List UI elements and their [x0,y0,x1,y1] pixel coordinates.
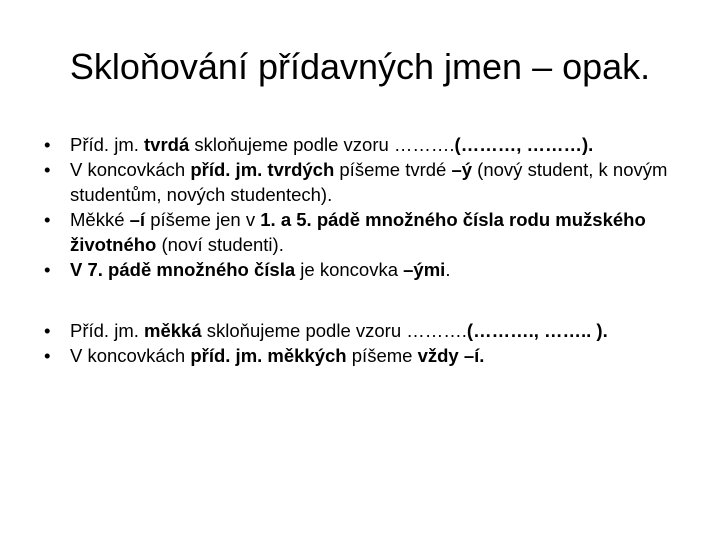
bullet-dot-icon: • [44,159,51,180]
bullet-item [44,207,704,257]
bullet-text-bold: příd. jm. měkkých [190,345,347,366]
bullet-text: (noví studenti). [156,234,284,255]
bullet-text: V koncovkách [70,159,191,180]
bullet-text-bold: –í [129,209,146,230]
bullet-text-bold: měkká [144,320,202,341]
bullet-text: skloňujeme podle vzoru ………. [189,134,455,155]
bullet-text-bold: (………, ………). [454,134,594,155]
bullet-text-bold: tvrdá [144,134,190,155]
bullet-text: Příd. jm. [70,134,145,155]
bullet-text-bold: –ý [451,159,473,180]
bullet-item [44,257,704,282]
bullet-text: je koncovka [295,259,404,280]
bullet-text: . [445,259,451,280]
bullet-dot-icon: • [44,345,51,366]
bullet-text: píšeme [346,345,418,366]
bullet-text: skloňujeme podle vzoru ………. [201,320,467,341]
bullet-list [44,132,704,368]
bullet-dot-icon: • [44,259,51,280]
bullet-text: píšeme tvrdé [334,159,452,180]
bullet-text: Příd. jm. [70,320,145,341]
bullet-item [44,318,704,343]
bullet-text: Měkké [70,209,130,230]
bullet-text-bold: vždy –í. [417,345,485,366]
bullet-item [44,132,704,157]
slide-title: Skloňování přídavných jmen – opak. [69,46,651,87]
bullet-text-bold: příd. jm. tvrdých [190,159,335,180]
bullet-text-bold: V 7. pádě množného čísla [70,259,296,280]
bullet-text-bold: (………., …….. ). [466,320,608,341]
bullet-item [44,157,704,207]
bullet-dot-icon: • [44,209,51,230]
bullet-text: píšeme jen v [145,209,261,230]
bullet-dot-icon: • [44,134,51,155]
bullet-text: (nový student, k novým studentům, nových studentech). [70,159,668,205]
bullet-item [44,343,704,368]
bullet-text: V koncovkách [70,345,191,366]
bullet-text-bold: 1. a 5. pádě množného čísla rodu mužského životného [70,209,646,255]
bullet-text-bold: –ými [403,259,446,280]
bullet-dot-icon: • [44,320,51,341]
